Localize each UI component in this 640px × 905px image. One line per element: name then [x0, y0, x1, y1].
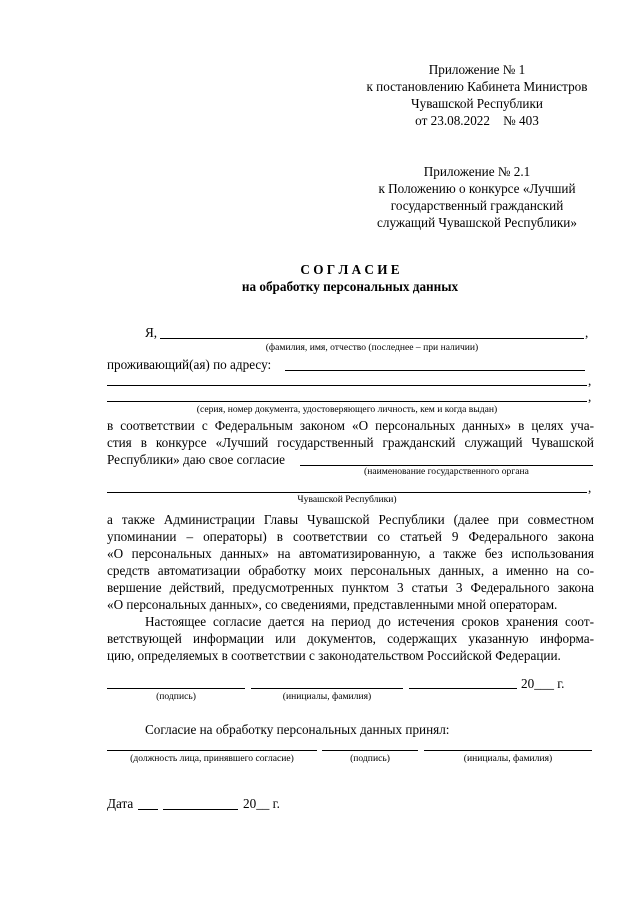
address-comma-1: ,	[588, 373, 592, 388]
appendix-decree: к постановлению Кабинета Министров	[366, 79, 588, 94]
appendix-date: от 23.08.2022 № 403	[415, 113, 539, 128]
organization-field-line2[interactable]	[107, 492, 587, 493]
date-year: 20__ г.	[243, 796, 280, 811]
appendix-republic: Чувашской Республики	[411, 96, 543, 111]
signature-year: 20___ г.	[521, 676, 565, 691]
consent-paragraph-line: в соответствии с Федеральным законом «О персональных данных» в целях уча-	[107, 418, 594, 433]
accepted-signature-hint: (подпись)	[350, 753, 390, 764]
document-field[interactable]	[107, 401, 587, 402]
fio-comma: ,	[585, 325, 589, 340]
fio-hint: (фамилия, имя, отчество (последнее – при наличии)	[265, 342, 479, 353]
body-line: упоминании – операторы) в соответствии со статьей 9 Федерального закона	[107, 529, 594, 544]
date-field[interactable]	[409, 688, 517, 689]
signature-hint: (подпись)	[156, 691, 196, 702]
address-comma-2: ,	[588, 389, 592, 404]
accepted-signature-field[interactable]	[322, 750, 418, 751]
initials-field[interactable]	[251, 688, 403, 689]
date-month-field[interactable]	[163, 809, 238, 810]
term-line: Настоящее согласие дается на период до истечения сроков хранения соот-	[145, 614, 594, 629]
i-label: Я,	[145, 325, 158, 340]
appendix2-number: Приложение № 2.1	[423, 164, 531, 179]
date-label: Дата	[107, 796, 134, 811]
body-line: а также Администрации Главы Чувашской Республики (далее при совместном	[107, 512, 594, 527]
fio-field[interactable]	[160, 338, 584, 339]
document-subtitle: на обработку персональных данных	[241, 279, 459, 294]
position-field[interactable]	[107, 750, 317, 751]
term-line: цию, определяемых в соответствии с законодательством Российской Федерации.	[107, 648, 561, 663]
document-title: С О Г Л А С И Е	[300, 262, 400, 277]
address-label: проживающий(ая) по адресу:	[107, 357, 272, 372]
accepted-text: Согласие на обработку персональных данных принял:	[145, 722, 450, 737]
body-line: средств автоматизации обработку моих персональных данных, а именно на со-	[107, 563, 594, 578]
organization-comma: ,	[588, 480, 592, 495]
initials-hint: (инициалы, фамилия)	[282, 691, 372, 702]
appendix2-regulation: к Положению о конкурсе «Лучший	[378, 181, 576, 196]
address-field[interactable]	[285, 370, 585, 371]
consent-paragraph-line: Республики» даю свое согласие	[107, 452, 286, 467]
organization-hint: (наименование государственного органа	[364, 466, 529, 477]
appendix2-contest: государственный гражданский	[390, 198, 564, 213]
date-day-field[interactable]	[138, 809, 158, 810]
organization-hint-2: Чувашской Республики)	[297, 494, 397, 505]
body-line: «О персональных данных» на автоматизированную, а также без использования	[107, 546, 594, 561]
document-hint: (серия, номер документа, удостоверяющего личность, кем и когда выдан)	[196, 404, 498, 415]
signature-field[interactable]	[107, 688, 245, 689]
address-field-line2[interactable]	[107, 385, 587, 386]
body-line: «О персональных данных», со сведениями, представленными мной операторам.	[107, 597, 558, 612]
position-hint: (должность лица, принявшего согласие)	[130, 753, 294, 764]
consent-paragraph-line: стия в конкурсе «Лучший государственный гражданский служащий Чувашской	[107, 435, 594, 450]
term-line: ветствующей информации или документов, содержащих указанную информа-	[107, 631, 594, 646]
accepted-initials-hint: (инициалы, фамилия)	[463, 753, 553, 764]
appendix2-servant: служащий Чувашской Республики»	[377, 215, 577, 230]
body-line: вершение действий, предусмотренных пунктом 3 статьи 3 Федерального закона	[107, 580, 594, 595]
appendix-number: Приложение № 1	[428, 62, 526, 77]
accepted-initials-field[interactable]	[424, 750, 592, 751]
